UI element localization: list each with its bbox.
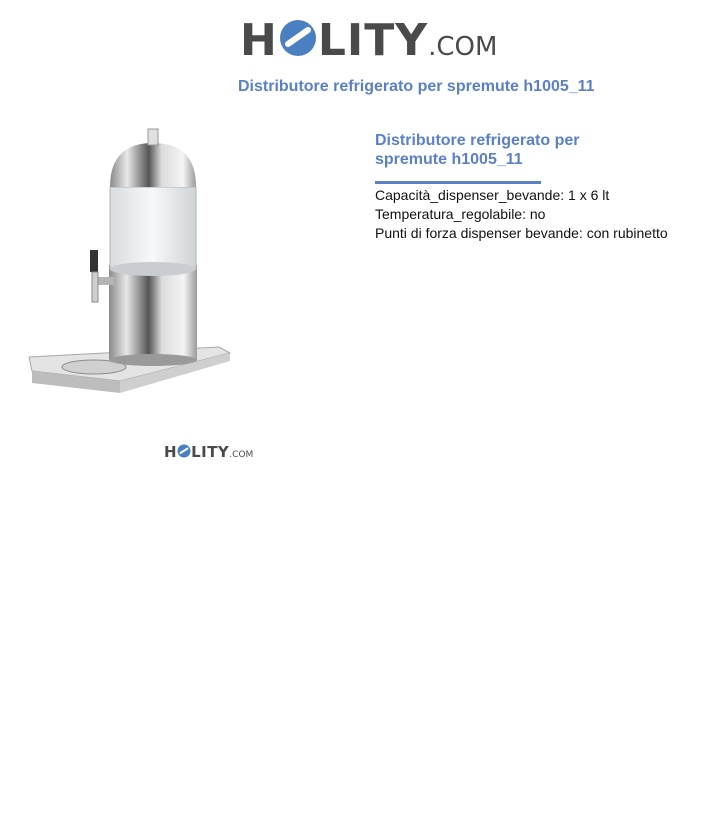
page-title: Distributore refrigerato per spremute h1005_11	[238, 78, 595, 95]
product-specs	[375, 186, 668, 243]
logo-dotcom: .COM	[428, 32, 498, 62]
logo-small-o-icon	[177, 444, 191, 458]
logo-small-lity: LITY	[191, 443, 230, 461]
title-divider	[375, 181, 541, 184]
product-title: Distributore refrigerato per spremute h1005_11	[375, 132, 580, 168]
logo-small-dotcom: .COM	[229, 450, 254, 460]
holity-logo-small	[164, 442, 253, 462]
logo-lity: LITY	[317, 15, 429, 66]
logo-o-icon	[278, 18, 318, 58]
logo-small-h: H	[164, 443, 178, 461]
logo-h: H	[240, 15, 278, 66]
spec-features: Punti di forza dispenser bevande: con rubinetto	[375, 225, 668, 241]
product-image	[24, 125, 239, 400]
spec-temperature: Temperatura_regolabile: no	[375, 206, 546, 222]
spec-capacity: Capacità_dispenser_bevande: 1 x 6 lt	[375, 187, 610, 203]
holity-logo[interactable]	[240, 14, 497, 68]
